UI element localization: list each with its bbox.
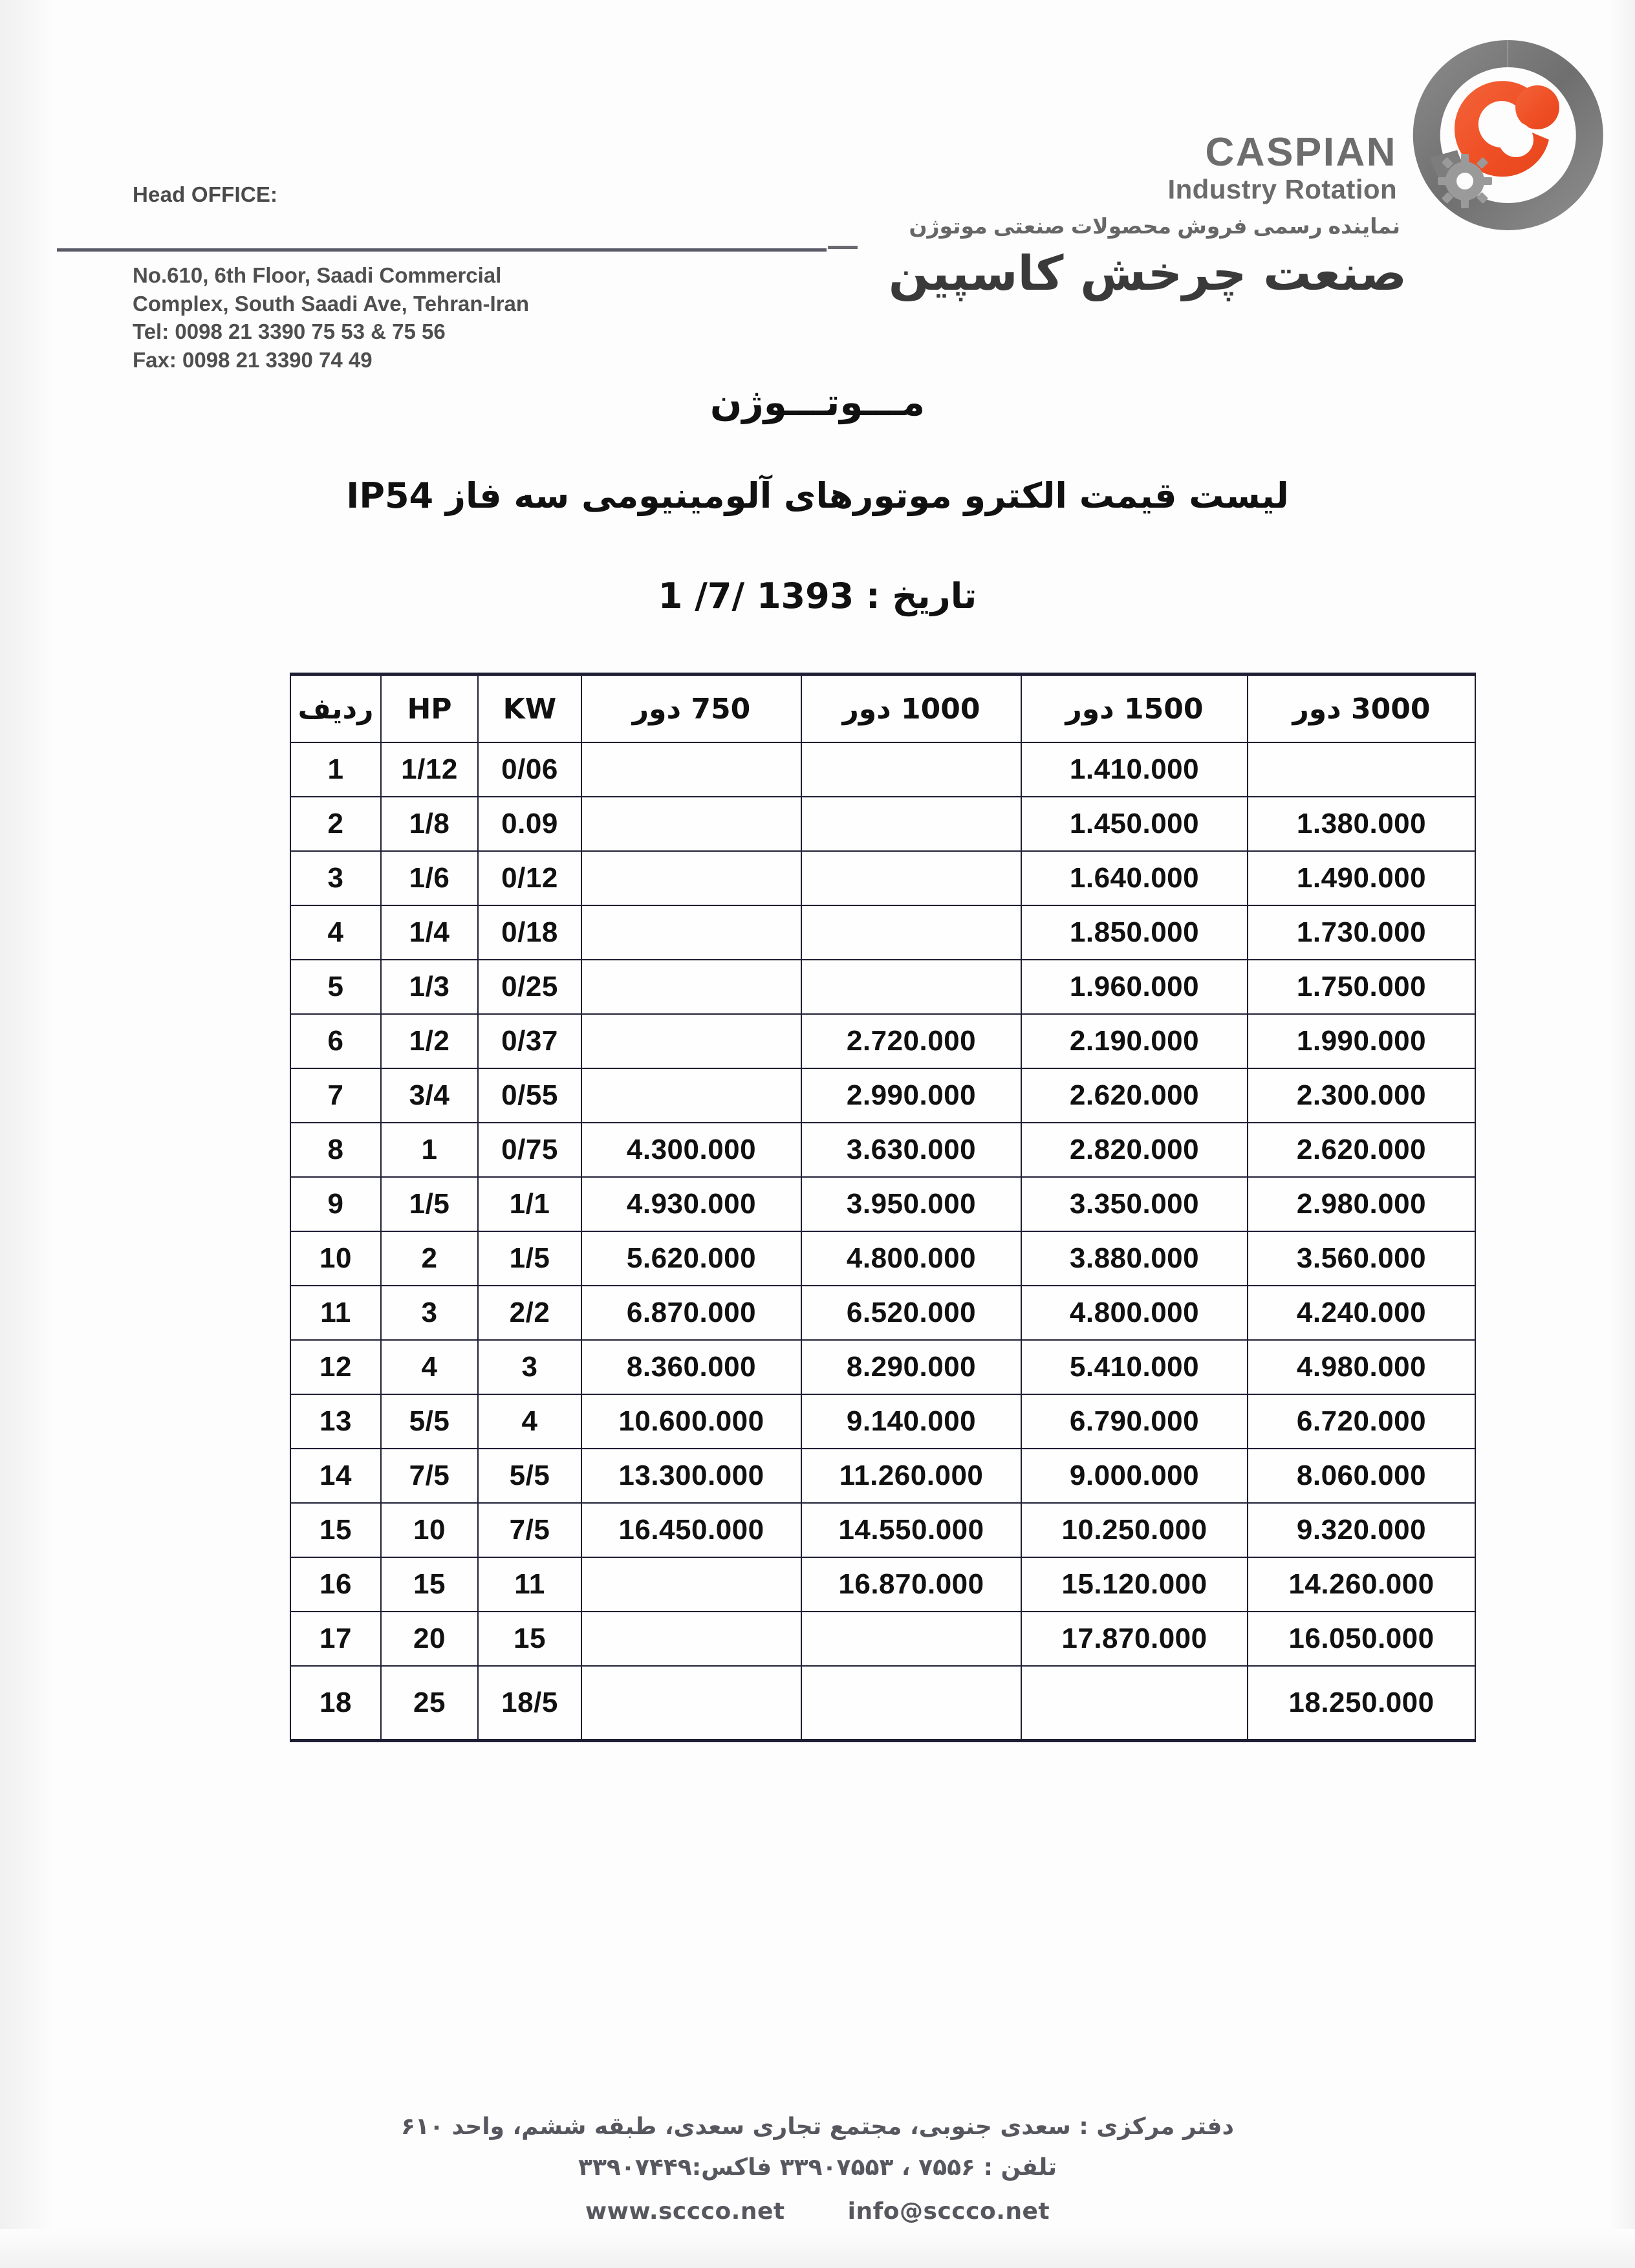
cell-hp: 7/5 xyxy=(381,1449,478,1503)
cell-hp: 1/5 xyxy=(381,1177,478,1231)
scan-edge-bottom xyxy=(0,2229,1635,2268)
cell-rpm3000: 1.990.000 xyxy=(1248,1014,1475,1068)
table-row xyxy=(290,905,1475,960)
cell-rpm1000: 2.720.000 xyxy=(801,1014,1021,1068)
cell-rpm3000: 4.980.000 xyxy=(1248,1340,1475,1394)
cell-rpm750 xyxy=(581,1666,801,1741)
cell-kw: 4 xyxy=(478,1394,581,1449)
footer-web-email xyxy=(0,2190,1635,2234)
cell-radif: 8 xyxy=(290,1123,381,1177)
page-footer xyxy=(0,2108,1635,2234)
table-header-row xyxy=(290,675,1475,743)
table-row xyxy=(290,1231,1475,1286)
cell-rpm750: 4.300.000 xyxy=(581,1123,801,1177)
cell-radif: 16 xyxy=(290,1557,381,1612)
cell-rpm1500: 3.880.000 xyxy=(1021,1231,1248,1286)
cell-kw: 0/25 xyxy=(478,960,581,1014)
cell-rpm1500: 10.250.000 xyxy=(1021,1503,1248,1557)
cell-kw: 1/1 xyxy=(478,1177,581,1231)
cell-rpm1500: 17.870.000 xyxy=(1021,1612,1248,1666)
cell-rpm1000 xyxy=(801,960,1021,1014)
price-table-body xyxy=(290,742,1475,1741)
column-header-rpm1000: 1000 دور xyxy=(801,675,1021,743)
cell-kw: 7/5 xyxy=(478,1503,581,1557)
logo-wordmark xyxy=(1087,130,1397,207)
cell-rpm3000 xyxy=(1248,742,1475,797)
table-row xyxy=(290,1449,1475,1503)
logo-tagline-fa: نماینده رسمی فروش محصولات صنعتی موتوژن xyxy=(909,214,1400,238)
cell-rpm1500: 4.800.000 xyxy=(1021,1286,1248,1340)
cell-kw: 0/06 xyxy=(478,742,581,797)
cell-rpm1000: 16.870.000 xyxy=(801,1557,1021,1612)
logo-name-caspian: CASPIAN xyxy=(1205,130,1397,175)
cell-rpm1000: 8.290.000 xyxy=(801,1340,1021,1394)
table-row xyxy=(290,1014,1475,1068)
cell-radif: 3 xyxy=(290,851,381,905)
cell-rpm1000 xyxy=(801,905,1021,960)
table-row xyxy=(290,960,1475,1014)
address-line-city: Complex, South Saadi Ave, Tehran-Iran xyxy=(133,291,530,316)
cell-radif: 18 xyxy=(290,1666,381,1741)
column-header-rpm3000: 3000 دور xyxy=(1248,675,1475,743)
table-row xyxy=(290,1503,1475,1557)
cell-radif: 14 xyxy=(290,1449,381,1503)
cell-rpm1500: 1.960.000 xyxy=(1021,960,1248,1014)
cell-rpm750 xyxy=(581,1612,801,1666)
cell-rpm3000: 1.750.000 xyxy=(1248,960,1475,1014)
scan-edge-left xyxy=(0,0,56,2268)
cell-rpm3000: 1.380.000 xyxy=(1248,797,1475,851)
cell-hp: 1/3 xyxy=(381,960,478,1014)
cell-rpm1000: 4.800.000 xyxy=(801,1231,1021,1286)
cell-rpm1500: 1.850.000 xyxy=(1021,905,1248,960)
cell-rpm1500: 9.000.000 xyxy=(1021,1449,1248,1503)
cell-rpm750: 4.930.000 xyxy=(581,1177,801,1231)
cell-rpm3000: 2.980.000 xyxy=(1248,1177,1475,1231)
column-header-rpm750: 750 دور xyxy=(581,675,801,743)
cell-hp: 1/12 xyxy=(381,742,478,797)
logo-name-industry: Industry Rotation xyxy=(1167,174,1397,204)
header-divider-rule xyxy=(57,248,827,252)
cell-hp: 25 xyxy=(381,1666,478,1741)
cell-rpm3000: 18.250.000 xyxy=(1248,1666,1475,1741)
document-date: تاریخ : 1393 /7/ 1 xyxy=(658,576,977,616)
column-header-rpm1500: 1500 دور xyxy=(1021,675,1248,743)
cell-rpm1500: 1.410.000 xyxy=(1021,742,1248,797)
cell-rpm750: 13.300.000 xyxy=(581,1449,801,1503)
cell-rpm750: 5.620.000 xyxy=(581,1231,801,1286)
cell-rpm750 xyxy=(581,1068,801,1123)
cell-rpm750 xyxy=(581,960,801,1014)
column-header-hp: HP xyxy=(381,675,478,743)
cell-rpm1500: 15.120.000 xyxy=(1021,1557,1248,1612)
cell-rpm1000: 9.140.000 xyxy=(801,1394,1021,1449)
cell-kw: 1/5 xyxy=(478,1231,581,1286)
table-row xyxy=(290,1123,1475,1177)
cell-rpm1000: 11.260.000 xyxy=(801,1449,1021,1503)
cell-rpm3000: 2.300.000 xyxy=(1248,1068,1475,1123)
cell-rpm1500: 3.350.000 xyxy=(1021,1177,1248,1231)
brand-title: مـــوتـــوژن xyxy=(709,380,926,424)
price-table xyxy=(290,673,1476,1742)
cell-rpm1000: 3.630.000 xyxy=(801,1123,1021,1177)
table-row xyxy=(290,1340,1475,1394)
company-logo xyxy=(888,19,1620,356)
cell-radif: 13 xyxy=(290,1394,381,1449)
cell-rpm3000: 9.320.000 xyxy=(1248,1503,1475,1557)
cell-kw: 0/37 xyxy=(478,1014,581,1068)
cell-rpm750: 10.600.000 xyxy=(581,1394,801,1449)
table-row xyxy=(290,1394,1475,1449)
cell-rpm1500 xyxy=(1021,1666,1248,1741)
cell-rpm750 xyxy=(581,1014,801,1068)
cell-rpm1500: 5.410.000 xyxy=(1021,1340,1248,1394)
cell-hp: 15 xyxy=(381,1557,478,1612)
cell-hp: 5/5 xyxy=(381,1394,478,1449)
cell-kw: 3 xyxy=(478,1340,581,1394)
cell-radif: 1 xyxy=(290,742,381,797)
cell-hp: 3 xyxy=(381,1286,478,1340)
cell-rpm3000: 14.260.000 xyxy=(1248,1557,1475,1612)
cell-radif: 10 xyxy=(290,1231,381,1286)
cell-rpm1500: 1.640.000 xyxy=(1021,851,1248,905)
cell-radif: 7 xyxy=(290,1068,381,1123)
table-row xyxy=(290,1286,1475,1340)
cell-hp: 2 xyxy=(381,1231,478,1286)
cell-rpm750 xyxy=(581,905,801,960)
cell-rpm3000: 3.560.000 xyxy=(1248,1231,1475,1286)
cell-hp: 10 xyxy=(381,1503,478,1557)
price-table-container xyxy=(291,673,1476,1742)
cell-rpm1000: 14.550.000 xyxy=(801,1503,1021,1557)
cell-kw: 0/55 xyxy=(478,1068,581,1123)
page-title: لیست قیمت الکترو موتورهای آلومینیومی سه فاز IP54 xyxy=(346,475,1289,516)
cell-kw: 11 xyxy=(478,1557,581,1612)
logo-name-fa: صنعت چرخش کاسپین xyxy=(888,246,1407,301)
cell-radif: 15 xyxy=(290,1503,381,1557)
cell-radif: 12 xyxy=(290,1340,381,1394)
cell-kw: 5/5 xyxy=(478,1449,581,1503)
cell-hp: 3/4 xyxy=(381,1068,478,1123)
cell-rpm1500: 6.790.000 xyxy=(1021,1394,1248,1449)
cell-kw: 0/18 xyxy=(478,905,581,960)
cell-kw: 18/5 xyxy=(478,1666,581,1741)
cell-rpm750: 8.360.000 xyxy=(581,1340,801,1394)
table-row xyxy=(290,1177,1475,1231)
cell-rpm750 xyxy=(581,1557,801,1612)
cell-rpm750 xyxy=(581,851,801,905)
header-right-dash xyxy=(828,246,858,249)
cell-rpm750: 16.450.000 xyxy=(581,1503,801,1557)
table-row xyxy=(290,851,1475,905)
cell-radif: 4 xyxy=(290,905,381,960)
cell-rpm3000: 6.720.000 xyxy=(1248,1394,1475,1449)
cell-radif: 6 xyxy=(290,1014,381,1068)
cell-rpm1000 xyxy=(801,797,1021,851)
address-line-street: No.610, 6th Floor, Saadi Commercial xyxy=(133,263,502,287)
cell-rpm750 xyxy=(581,797,801,851)
cell-hp: 20 xyxy=(381,1612,478,1666)
cell-kw: 0/75 xyxy=(478,1123,581,1177)
cell-radif: 11 xyxy=(290,1286,381,1340)
cell-kw: 15 xyxy=(478,1612,581,1666)
cell-radif: 2 xyxy=(290,797,381,851)
cell-rpm3000: 1.490.000 xyxy=(1248,851,1475,905)
caspian-rotation-mark-icon xyxy=(1404,31,1612,239)
cell-rpm1000 xyxy=(801,851,1021,905)
cell-rpm1000 xyxy=(801,742,1021,797)
column-header-radif: ردیف xyxy=(290,675,381,743)
cell-hp: 1/4 xyxy=(381,905,478,960)
cell-rpm1500: 2.820.000 xyxy=(1021,1123,1248,1177)
footer-email[interactable]: info@sccco.net xyxy=(847,2198,1050,2225)
cell-rpm1500: 2.620.000 xyxy=(1021,1068,1248,1123)
table-row xyxy=(290,1666,1475,1741)
cell-rpm750: 6.870.000 xyxy=(581,1286,801,1340)
cell-rpm1000: 3.950.000 xyxy=(801,1177,1021,1231)
cell-rpm1000 xyxy=(801,1666,1021,1741)
cell-kw: 0.09 xyxy=(478,797,581,851)
cell-rpm1000: 2.990.000 xyxy=(801,1068,1021,1123)
table-row xyxy=(290,1068,1475,1123)
price-table-head xyxy=(290,675,1475,743)
cell-radif: 9 xyxy=(290,1177,381,1231)
table-row xyxy=(290,1557,1475,1612)
column-header-kw: KW xyxy=(478,675,581,743)
cell-rpm3000: 8.060.000 xyxy=(1248,1449,1475,1503)
head-office-label: Head OFFICE: xyxy=(133,182,278,206)
cell-rpm750 xyxy=(581,742,801,797)
footer-address: دفتر مرکزی : سعدی جنوبی، مجتمع تجاری سعدی، طبقه ششم، واحد ۶۱۰ xyxy=(401,2113,1234,2140)
footer-phone-fax: تلفن : ۷۵۵۶ ، ۳۳۹۰۷۵۵۳ فاکس:۳۳۹۰۷۴۴۹ xyxy=(578,2154,1057,2181)
cell-rpm1000 xyxy=(801,1612,1021,1666)
table-row xyxy=(290,742,1475,797)
cell-radif: 17 xyxy=(290,1612,381,1666)
table-row xyxy=(290,1612,1475,1666)
table-row xyxy=(290,797,1475,851)
cell-radif: 5 xyxy=(290,960,381,1014)
address-line-tel: Tel: 0098 21 3390 75 53 & 75 56 xyxy=(133,319,446,344)
cell-hp: 1/6 xyxy=(381,851,478,905)
cell-rpm3000: 1.730.000 xyxy=(1248,905,1475,960)
cell-hp: 4 xyxy=(381,1340,478,1394)
cell-kw: 0/12 xyxy=(478,851,581,905)
cell-rpm3000: 16.050.000 xyxy=(1248,1612,1475,1666)
cell-rpm1000: 6.520.000 xyxy=(801,1286,1021,1340)
cell-rpm1500: 2.190.000 xyxy=(1021,1014,1248,1068)
cell-hp: 1/2 xyxy=(381,1014,478,1068)
cell-rpm3000: 4.240.000 xyxy=(1248,1286,1475,1340)
footer-website[interactable]: www.sccco.net xyxy=(585,2198,785,2225)
cell-rpm3000: 2.620.000 xyxy=(1248,1123,1475,1177)
head-office-address xyxy=(133,261,529,374)
address-line-fax: Fax: 0098 21 3390 74 49 xyxy=(133,347,373,372)
cell-rpm1500: 1.450.000 xyxy=(1021,797,1248,851)
cell-kw: 2/2 xyxy=(478,1286,581,1340)
cell-hp: 1 xyxy=(381,1123,478,1177)
cell-hp: 1/8 xyxy=(381,797,478,851)
